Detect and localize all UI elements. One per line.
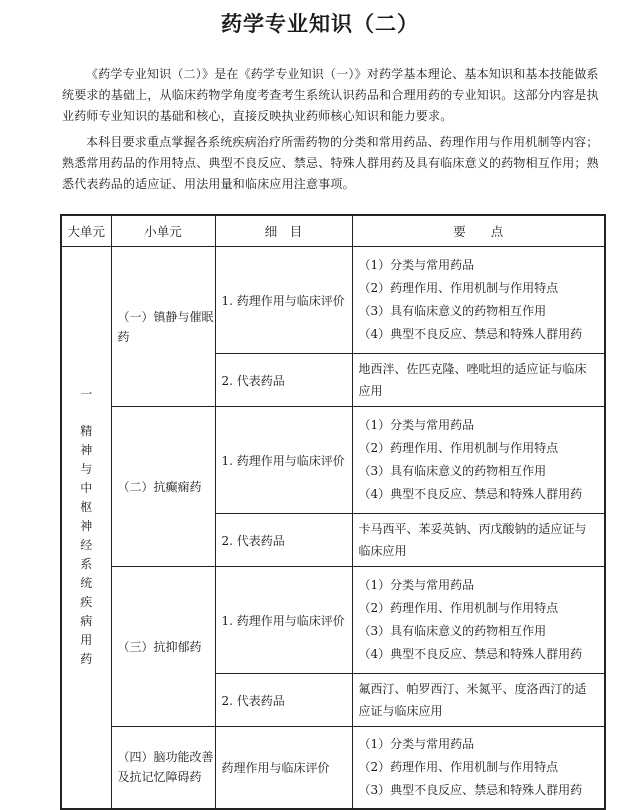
item-pharmacology: 1. 药理作用与临床评价 [215,567,352,674]
key-point: （1）分类与常用药品 [358,258,475,272]
major-unit-char: 精 [80,424,93,439]
item-representative-drugs: 2. 代表药品 [215,514,352,567]
minor-unit-1: （一）镇静与催眠药 [111,247,215,407]
key-point: （3）具有临床意义的药物相互作用 [358,624,547,638]
key-point: （1）分类与常用药品 [358,578,475,592]
key-point: （1）分类与常用药品 [358,736,475,751]
table-header-row [61,215,605,247]
page-title: 药学专业知识（二） [221,12,419,36]
key-point: （2）药理作用、作用机制与作用特点 [358,601,559,615]
header-item: 细 目 [215,215,352,247]
major-unit-char: 统 [80,576,93,591]
item-representative-drugs: 2. 代表药品 [215,354,352,407]
major-unit-char: 病 [80,614,93,629]
key-point: （2）药理作用、作用机制与作用特点 [358,441,559,455]
major-unit-char: 系 [80,557,93,572]
intro-paragraph-2: 本科目要求重点掌握各系统疾病治疗所需药物的分类和常用药品、药理作用与作用机制等内容；熟悉常用药品的作用特点、典型不良反应、禁忌、特殊人群用药及具有临床意义的药物相互作用；熟悉代表药品的适应证、用法用量和临床应用注意事项。 [62,135,599,191]
key-point: （4）典型不良反应、禁忌和特殊人群用药 [358,647,583,661]
item-pharmacology: 药理作用与临床评价 [215,727,352,809]
key-point: （1）分类与常用药品 [358,418,475,432]
major-unit-number: 一 [80,387,93,402]
intro-paragraph-1: 《药学专业知识（二）》是在《药学专业知识（一）》对药学基本理论、基本知识和基本技能做系统要求的基础上，从临床药物学角度考查考生系统认识药品和合理用药的专业知识。这部分内容是执业药师专业知识的基础和核心，直接反映执业药师核心知识和能力要求。 [62,67,599,123]
table-row [61,407,605,514]
item-pharmacology: 1. 药理作用与临床评价 [215,247,352,354]
major-unit-char: 中 [80,481,93,496]
minor-unit-2: （二）抗癫痫药 [111,407,215,567]
item-pharmacology: 1. 药理作用与临床评价 [215,407,352,514]
key-point: （3）具有临床意义的药物相互作用 [358,464,547,478]
syllabus-table [60,214,606,810]
key-point: 地西泮、佐匹克隆、唑吡坦的适应证与临床应用 [358,362,587,398]
major-unit-char: 神 [80,519,93,534]
major-unit-char: 与 [80,462,93,477]
key-points-cell [352,247,605,354]
key-points-cell [352,407,605,514]
key-point: （2）药理作用、作用机制与作用特点 [358,759,559,774]
major-unit-char: 用 [80,633,93,648]
key-point: （4）典型不良反应、禁忌和特殊人群用药 [358,327,583,341]
table-row [61,727,605,809]
major-unit-cell [61,247,111,809]
table-row [61,247,605,354]
major-unit-char: 疾 [80,595,93,610]
header-major-unit: 大单元 [61,215,111,247]
header-minor-unit: 小单元 [111,215,215,247]
key-point: （2）药理作用、作用机制与作用特点 [358,281,559,295]
header-key-points: 要 点 [352,215,605,247]
key-points-cell [352,514,605,567]
key-point: （3）具有临床意义的药物相互作用 [358,304,547,318]
key-point: （3）典型不良反应、禁忌和特殊人群用药 [358,782,583,797]
major-unit-label [79,385,93,669]
key-point: （4）典型不良反应、禁忌和特殊人群用药 [358,487,583,501]
major-unit-char: 药 [80,652,93,667]
major-unit-char: 经 [80,538,93,553]
key-point: 氟西汀、帕罗西汀、米氮平、度洛西汀的适应证与临床应用 [358,682,587,718]
key-point: 卡马西平、苯妥英钠、丙戊酸钠的适应证与临床应用 [358,522,587,558]
key-points-cell [352,354,605,407]
key-points-cell [352,674,605,727]
major-unit-char: 枢 [80,500,93,515]
item-representative-drugs: 2. 代表药品 [215,674,352,727]
table-row [61,567,605,674]
minor-unit-4: （四）脑功能改善及抗记忆障碍药 [111,727,215,809]
minor-unit-3: （三）抗抑郁药 [111,567,215,727]
key-points-cell [352,567,605,674]
key-points-cell [352,727,605,809]
major-unit-char: 神 [80,443,93,458]
